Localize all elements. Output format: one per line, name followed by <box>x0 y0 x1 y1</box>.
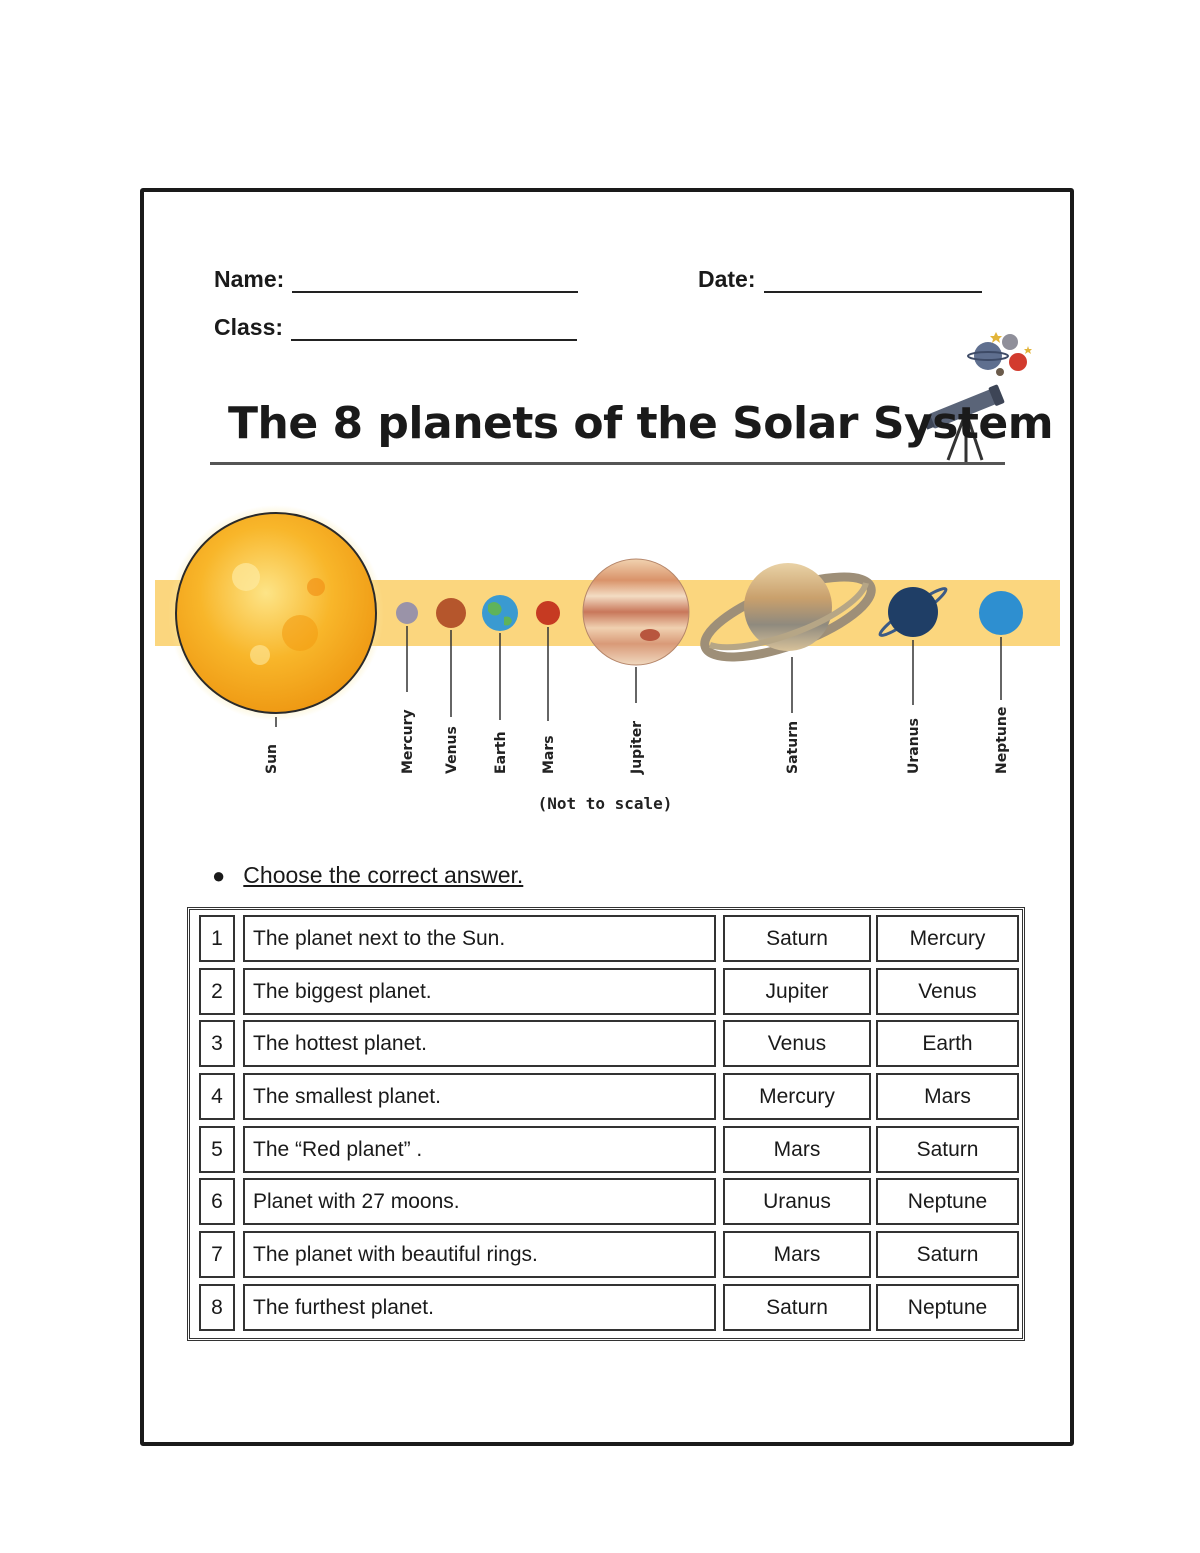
question-number: 7 <box>199 1231 235 1278</box>
question-text: The “Red planet” . <box>243 1126 716 1173</box>
answer-option-a[interactable]: Mars <box>723 1126 871 1173</box>
venus-label: Venus <box>444 726 460 774</box>
sun-label: Sun <box>264 743 280 774</box>
question-number: 6 <box>199 1178 235 1225</box>
neptune-label: Neptune <box>994 706 1010 774</box>
mars-graphic <box>536 601 560 625</box>
question-text: Planet with 27 moons. <box>243 1178 716 1225</box>
answer-option-b[interactable]: Mercury <box>876 915 1019 962</box>
name-label: Name: <box>214 266 285 292</box>
jupiter-graphic <box>583 559 689 665</box>
question-number: 8 <box>199 1284 235 1331</box>
answer-option-b[interactable]: Neptune <box>876 1178 1019 1225</box>
instruction <box>212 862 523 889</box>
name-blank[interactable] <box>292 271 578 293</box>
question-text: The biggest planet. <box>243 968 716 1015</box>
answer-option-a[interactable]: Saturn <box>723 915 871 962</box>
earth-label: Earth <box>493 731 509 774</box>
title-underline <box>210 462 1005 465</box>
question-text: The smallest planet. <box>243 1073 716 1120</box>
sun-graphic <box>168 505 384 721</box>
saturn-graphic <box>696 561 881 674</box>
class-field <box>214 314 577 341</box>
answer-option-a[interactable]: Mars <box>723 1231 871 1278</box>
question-text: The hottest planet. <box>243 1020 716 1067</box>
question-number: 3 <box>199 1020 235 1067</box>
solar-system-diagram <box>150 495 1062 825</box>
date-blank[interactable] <box>764 271 982 293</box>
jupiter-label: Jupiter <box>629 720 645 774</box>
answer-option-a[interactable]: Saturn <box>723 1284 871 1331</box>
saturn-label: Saturn <box>785 720 801 774</box>
question-text: The furthest planet. <box>243 1284 716 1331</box>
answer-option-a[interactable]: Uranus <box>723 1178 871 1225</box>
question-text: The planet with beautiful rings. <box>243 1231 716 1278</box>
answer-option-b[interactable]: Neptune <box>876 1284 1019 1331</box>
mercury-label: Mercury <box>400 709 416 774</box>
answer-option-a[interactable]: Venus <box>723 1020 871 1067</box>
answer-option-b[interactable]: Mars <box>876 1073 1019 1120</box>
answer-option-a[interactable]: Jupiter <box>723 968 871 1015</box>
class-blank[interactable] <box>291 319 577 341</box>
mercury-graphic <box>396 602 418 624</box>
question-text: The planet next to the Sun. <box>243 915 716 962</box>
earth-graphic <box>482 595 518 631</box>
neptune-graphic <box>979 591 1023 635</box>
uranus-label: Uranus <box>906 718 922 774</box>
question-number: 4 <box>199 1073 235 1120</box>
class-label: Class: <box>214 314 284 340</box>
quiz-table <box>187 907 1025 1341</box>
mars-label: Mars <box>541 735 557 774</box>
question-number: 1 <box>199 915 235 962</box>
scale-note: (Not to scale) <box>537 794 673 813</box>
answer-option-b[interactable]: Saturn <box>876 1231 1019 1278</box>
name-field <box>214 266 578 293</box>
bullet-icon: ● <box>212 862 226 888</box>
venus-graphic <box>436 598 466 628</box>
answer-option-b[interactable]: Earth <box>876 1020 1019 1067</box>
answer-option-a[interactable]: Mercury <box>723 1073 871 1120</box>
worksheet-title: The 8 planets of the Solar System <box>228 398 1054 449</box>
question-number: 2 <box>199 968 235 1015</box>
date-label: Date: <box>698 266 756 292</box>
instruction-text: Choose the correct answer. <box>243 862 524 888</box>
answer-option-b[interactable]: Saturn <box>876 1126 1019 1173</box>
date-field <box>698 266 982 293</box>
question-number: 5 <box>199 1126 235 1173</box>
answer-option-b[interactable]: Venus <box>876 968 1019 1015</box>
